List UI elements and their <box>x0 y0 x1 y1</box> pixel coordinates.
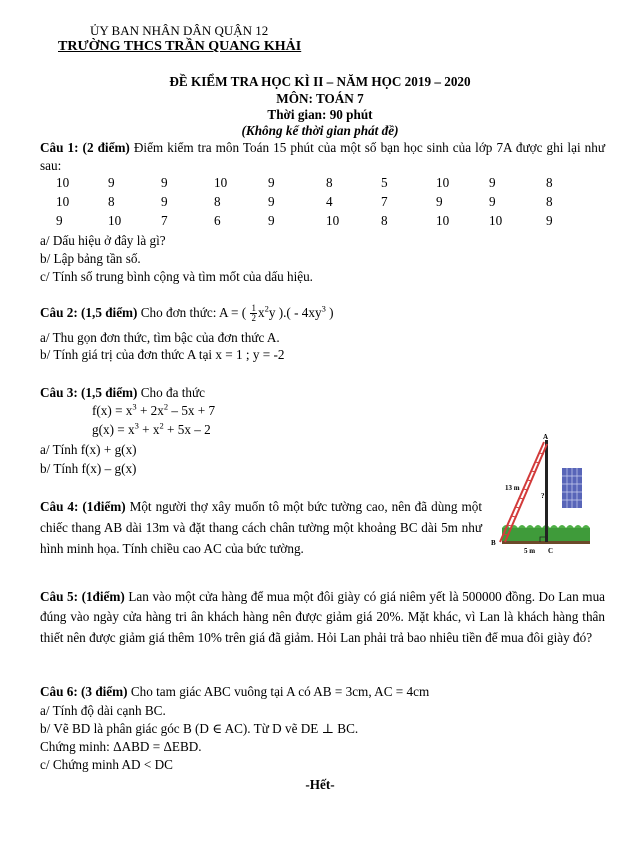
table-cell: 7 <box>161 213 168 228</box>
question-6-proof: Chứng minh: ΔABD = ΔEBD. <box>40 739 202 754</box>
question-6c: c/ Chứng minh AD < DC <box>40 757 173 772</box>
exam-title: ĐỀ KIỂM TRA HỌC KÌ II – NĂM HỌC 2019 – 2020 <box>169 74 471 89</box>
table-row <box>56 212 576 231</box>
table-row <box>56 193 576 212</box>
table-cell: 8 <box>326 175 333 190</box>
table-cell: 4 <box>326 194 333 209</box>
label-ab-length: 13 m <box>505 484 520 492</box>
label-bc-length: 5 m <box>524 547 536 555</box>
question-4-label: Câu 4: (1điểm) <box>40 499 126 514</box>
table-cell: 10 <box>56 175 70 190</box>
question-3a: a/ Tính f(x) + g(x) <box>40 442 137 457</box>
score-table <box>56 174 576 231</box>
table-cell: 9 <box>161 194 168 209</box>
table-cell: 9 <box>161 175 168 190</box>
end-mark: -Hết- <box>305 777 335 792</box>
question-1 <box>40 139 605 175</box>
question-1-text: Điểm kiểm tra môn Toán 15 phút của một số bạn học sinh của lớp 7A được ghi lại như sau: <box>40 140 606 173</box>
question-1a: a/ Dấu hiệu ở đây là gì? <box>40 233 166 248</box>
exam-subject: MÔN: TOÁN 7 <box>276 91 364 106</box>
question-2-label: Câu 2: (1,5 điểm) <box>40 305 138 320</box>
table-cell: 9 <box>268 213 275 228</box>
table-cell: 9 <box>56 213 63 228</box>
table-cell: 8 <box>214 194 221 209</box>
exam-note: (Không kể thời gian phát đề) <box>241 123 399 138</box>
ladder-illustration <box>490 432 590 556</box>
table-cell: 9 <box>546 213 553 228</box>
table-cell: 10 <box>436 213 450 228</box>
question-6b: b/ Vẽ BD là phân giác góc B (D ∈ AC). Từ D vẽ DE ⊥ BC. <box>40 721 359 736</box>
table-cell: 8 <box>108 194 115 209</box>
polynomial-f: $f(x) = x^3 + 2x^2 - 5x + 7$ <box>92 401 216 418</box>
table-cell: 7 <box>381 194 388 209</box>
table-cell: 10 <box>56 194 70 209</box>
question-6a: a/ Tính độ dài cạnh BC. <box>40 703 166 718</box>
table-cell: 9 <box>108 175 115 190</box>
question-4 <box>40 496 482 559</box>
question-6-label: Câu 6: (3 điểm) <box>40 684 128 699</box>
question-1b: b/ Lập bảng tần số. <box>40 251 141 266</box>
table-cell: 9 <box>489 175 496 190</box>
table-cell: 10 <box>108 213 122 228</box>
question-4-text: Một người thợ xây muốn tô một bức tường cao, nên đã dùng một chiếc thang AB dài 13m và đặt thang cách chân tường một khoảng BC dài 5m như hình minh họa. Tính chiều cao AC của bức tường. <box>40 499 482 557</box>
question-1-label: Câu 1: (2 điểm) <box>40 140 130 155</box>
fraction-one-half: $\frac{1}{2}$ <box>251 303 256 324</box>
polynomial-g: $g(x) = x^3 + x^2 + 5x - 2$ <box>92 420 211 437</box>
table-cell: 10 <box>436 175 450 190</box>
question-3b: b/ Tính f(x) – g(x) <box>40 461 137 476</box>
label-b: B <box>491 539 496 547</box>
label-a: A <box>543 433 549 441</box>
question-2: Câu 2: (1,5 điểm) Cho đơn thức: A = ( $\frac{1}{2}$ $x^2y$ ).( - $4xy^3$ ) <box>40 303 334 324</box>
table-cell: 9 <box>268 175 275 190</box>
wall <box>545 440 548 542</box>
table-cell: 9 <box>268 194 275 209</box>
question-6: Câu 6: (3 điểm) Cho tam giác ABC vuông tại A có AB = 3cm, AC = 4cm <box>40 684 430 699</box>
label-unknown: ? <box>541 492 545 500</box>
table-cell: 6 <box>214 213 221 228</box>
question-3-label: Câu 3: (1,5 điểm) <box>40 385 138 400</box>
table-cell: 8 <box>546 175 553 190</box>
question-2a: a/ Thu gọn đơn thức, tìm bậc của đơn thức A. <box>40 330 280 345</box>
district-committee: ỦY BAN NHÂN DÂN QUẬN 12 <box>90 23 269 38</box>
table-cell: 9 <box>489 194 496 209</box>
table-cell: 10 <box>489 213 503 228</box>
exam-time: Thời gian: 90 phút <box>267 107 373 122</box>
table-cell: 9 <box>436 194 443 209</box>
label-c: C <box>548 547 554 555</box>
table-row <box>56 174 576 193</box>
table-cell: 8 <box>381 213 388 228</box>
question-5-text: Lan vào một cửa hàng để mua một đôi giày có giá niêm yết là 500000 đồng. Do Lan mua đúng vào ngày cửa hàng tri ân khách hàng nên được giảm giá 20%. Mặt khác, vì Lan là khách hàng thân thiết nên được giảm giá thêm 10% trên giá đã giảm. Hỏi Lan phải trả bao nhiêu tiền để mua đôi giày đó? <box>40 589 606 645</box>
question-2b: b/ Tính giá trị của đơn thức A tại x = 1 ; y = -2 <box>40 347 285 362</box>
ladder-figure <box>490 432 590 556</box>
school-name: TRƯỜNG THCS TRẦN QUANG KHẢI <box>58 39 302 54</box>
question-3: Câu 3: (1,5 điểm) Cho đa thức <box>40 385 206 400</box>
question-5 <box>40 587 605 648</box>
table-cell: 10 <box>326 213 340 228</box>
table-cell: 10 <box>214 175 228 190</box>
table-cell: 8 <box>546 194 553 209</box>
question-5-label: Câu 5: (1điểm) <box>40 589 125 604</box>
table-cell: 5 <box>381 175 388 190</box>
question-1c: c/ Tính số trung bình cộng và tìm mốt của dấu hiệu. <box>40 269 313 284</box>
